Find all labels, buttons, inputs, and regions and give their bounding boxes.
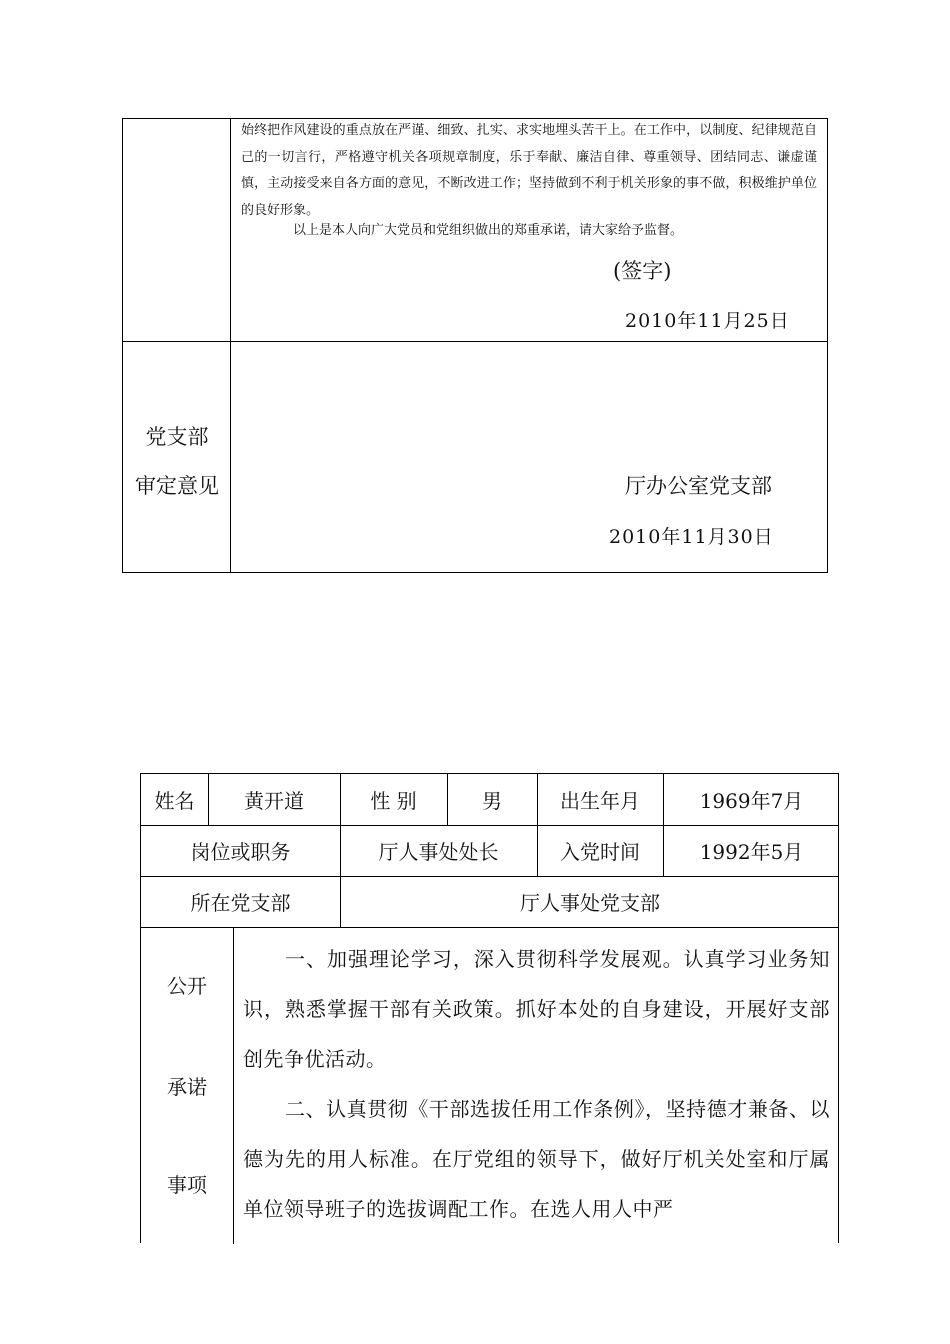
name-label: 姓名 [154, 789, 195, 813]
birth-label: 出生年月 [560, 789, 640, 813]
commit-label-1: 公开 [167, 973, 207, 998]
signature-label: (签字) [613, 259, 672, 283]
review-label-line1: 党支部 [145, 425, 209, 449]
gender-value: 男 [482, 789, 502, 813]
join-date-label: 入党时间 [560, 840, 640, 864]
commit-label-2: 承诺 [167, 1074, 207, 1099]
branch-value: 厅人事处党支部 [520, 891, 660, 915]
birth-value: 1969年7月 [699, 789, 804, 813]
review-organization: 厅办公室党支部 [625, 474, 772, 498]
branch-label: 所在党支部 [190, 891, 291, 915]
gender-label: 性 别 [370, 789, 417, 813]
commitment-text-tail: 始终把作风建设的重点放在严谨、细致、扎实、求实地埋头苦干上。在工作中，以制度、纪律规范自己的一切言行，严格遵守机关各项规章制度，乐于奉献、廉洁自律、尊重领导、团结同志、谦虚谨慎，主动接受来自各方面的意见，不断改进工作；坚持做到不利于机关形象的事不做，积极维护单位的良好形象。 [241, 123, 817, 218]
column-divider [233, 927, 234, 1244]
position-value: 厅人事处处长 [378, 840, 499, 864]
commit-date: 2010年11月25日 [625, 310, 790, 332]
commitment-closing: 以上是本人向广大党员和党组织做出的郑重承诺，请大家给予监督。 [293, 223, 684, 238]
review-date: 2010年11月30日 [609, 526, 774, 548]
join-date-value: 1992年5月 [699, 840, 804, 864]
commitment-form-continued [122, 118, 828, 573]
commitment-item-1: 一、加强理论学习，深入贯彻科学发展观。认真学习业务知识，熟悉掌握干部有关政策。抓好本处的自身建设，开展好支部创先争优活动。 [243, 947, 830, 1071]
commit-label-3: 事项 [167, 1172, 207, 1197]
position-label: 岗位或职务 [190, 840, 291, 864]
review-label-line2: 审定意见 [135, 474, 219, 498]
row-divider [123, 341, 827, 342]
column-divider [230, 119, 231, 572]
commitment-item-2: 二、认真贯彻《干部选拔任用工作条例》，坚持德才兼备、以德为先的用人标准。在厅党组的领导下，做好厅机关处室和厅属单位领导班子的选拔调配工作。在选人用人中严 [243, 1097, 830, 1221]
commitment-form [140, 773, 839, 1243]
row-divider [141, 927, 838, 928]
name-value: 黄开道 [244, 789, 304, 813]
